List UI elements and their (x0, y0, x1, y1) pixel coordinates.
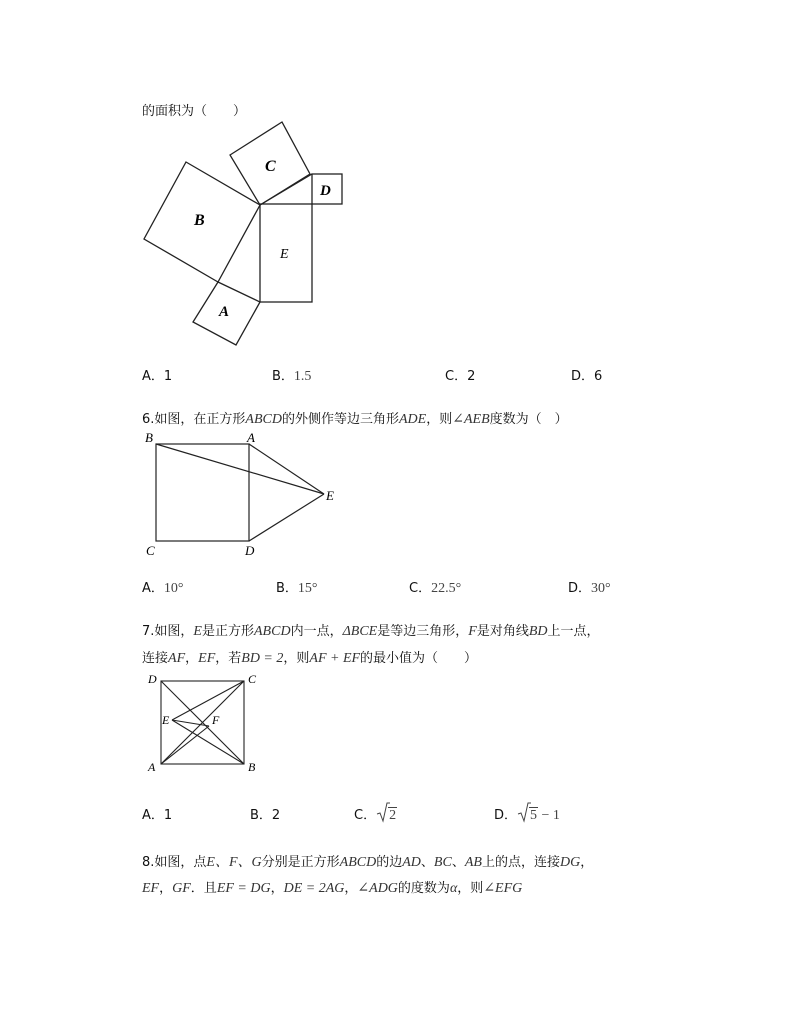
label-c: C (248, 672, 257, 686)
q6-option-c[interactable]: C．22.5° (409, 581, 462, 596)
q6-option-a[interactable]: A．10° (142, 581, 184, 596)
radical-sign-icon (517, 802, 531, 822)
q7-option-d[interactable]: D． 5 − 1 (494, 802, 560, 830)
q7-stem-line-1: 7.如图，E是正方形ABCD内一点，ΔBCE是等边三角形，F是对角线BD上一点， (142, 624, 600, 639)
q6-option-d[interactable]: D．30° (568, 581, 611, 596)
q5-option-d[interactable]: D．6 (571, 369, 603, 384)
q7-option-c[interactable]: C． 2 (354, 802, 397, 830)
label-d: D (148, 672, 157, 686)
label-e: E (162, 713, 170, 727)
q7-option-a[interactable]: A．1 (142, 808, 173, 823)
label-b: B (248, 760, 256, 774)
q5-option-c[interactable]: C．2 (445, 369, 476, 384)
q6-stem: 6.如图，在正方形ABCD的外侧作等边三角形ADE，则∠AEB度数为（ ） (142, 412, 568, 427)
label-b: B (145, 430, 153, 445)
q8-stem-line-2: EF，GF．且EF = DG，DE = 2AG，∠ADG的度数为α，则∠EFG (142, 881, 523, 896)
label-d: D (245, 543, 255, 558)
label-b: B (194, 212, 205, 229)
q5-option-b[interactable]: B．1.5 (272, 369, 312, 384)
label-c: C (265, 158, 276, 175)
label-a: A (247, 430, 255, 445)
q8-stem-line-1: 8.如图，点E、F、G分别是正方形ABCD的边AD、BC、AB上的点，连接DG， (142, 855, 594, 870)
label-e: E (326, 488, 334, 503)
label-c: C (146, 543, 155, 558)
q7-stem-line-2: 连接AF，EF，若BD = 2，则AF + EF的最小值为（ ） (142, 651, 478, 666)
label-a: A (219, 304, 230, 320)
q5-stem-tail: 的面积为（ ） (142, 104, 247, 119)
q5-option-a[interactable]: A．1 (142, 369, 173, 384)
label-e: E (280, 247, 289, 262)
label-a: A (148, 760, 156, 774)
q6-option-b[interactable]: B．15° (276, 581, 318, 596)
q7-option-b[interactable]: B．2 (250, 808, 281, 823)
radical-sign-icon (376, 802, 390, 822)
label-f: F (212, 713, 220, 727)
label-d: D (320, 183, 331, 199)
